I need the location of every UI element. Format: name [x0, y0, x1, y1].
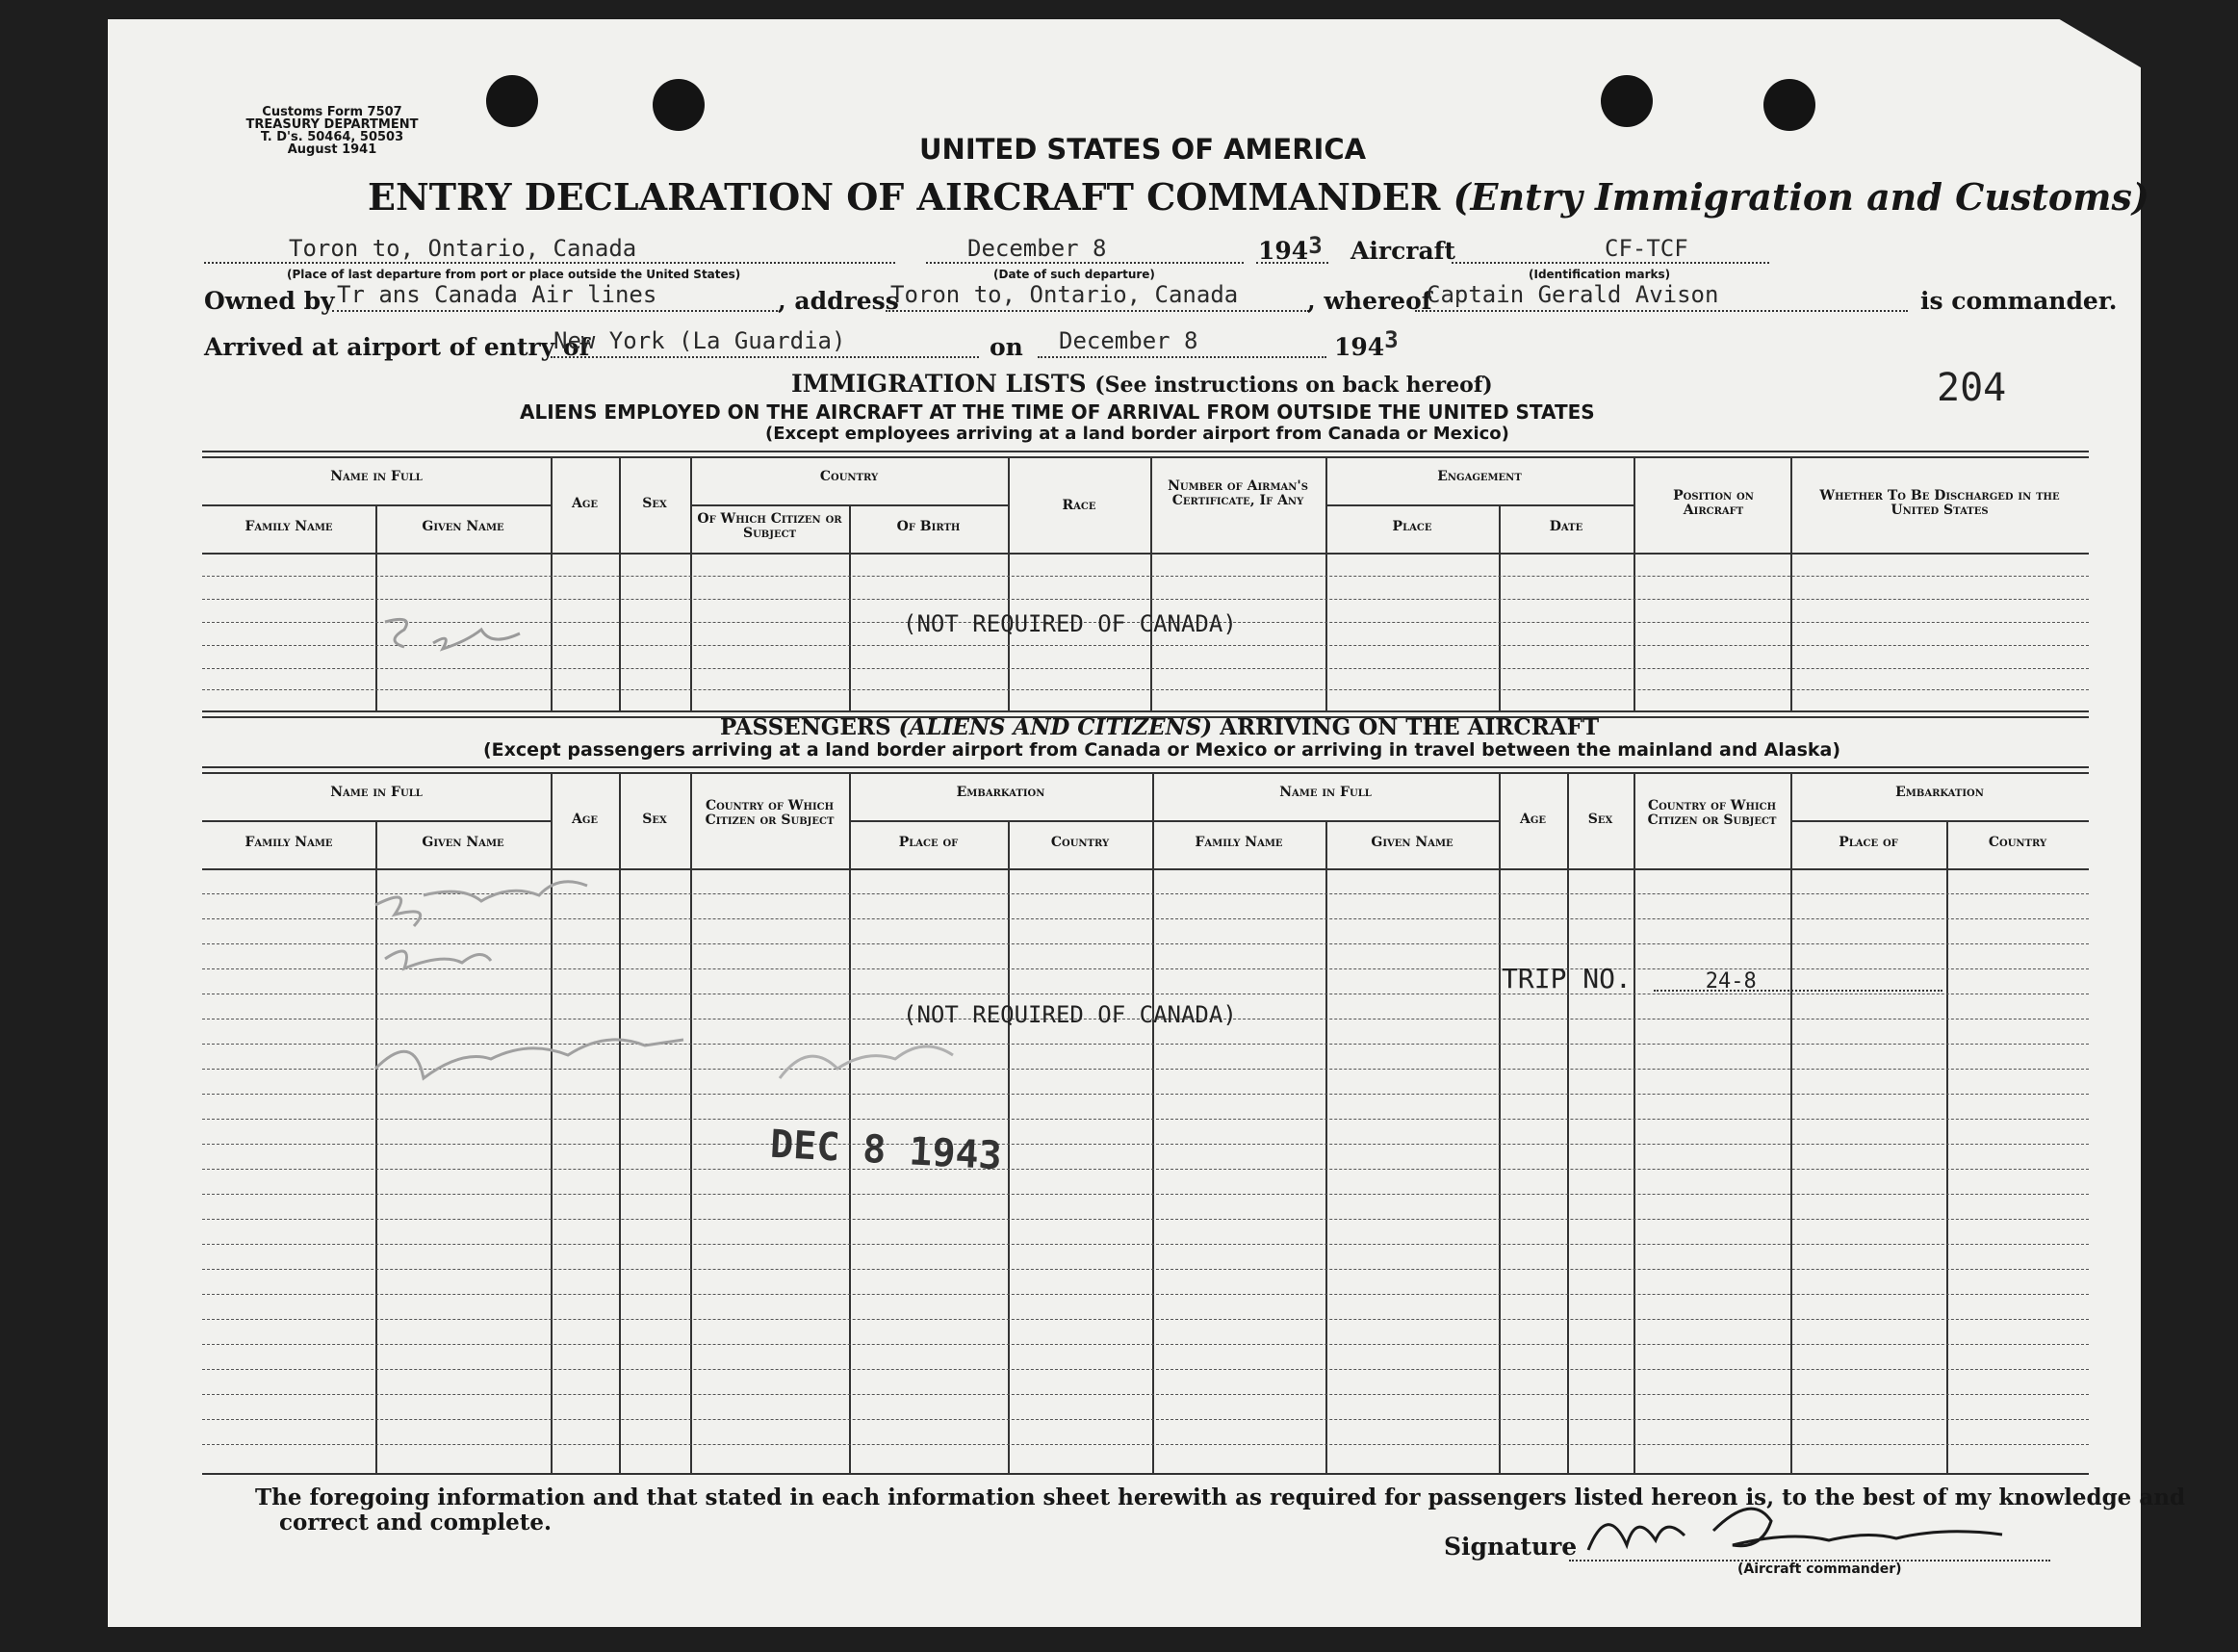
col-citizen: Of Which Citizen or Subject — [697, 511, 842, 541]
not-required-stamp-2: (NOT REQUIRED OF CANADA) — [903, 1001, 1237, 1028]
on-label: on — [990, 333, 1023, 361]
col-country: Country — [819, 469, 879, 484]
pcol-given-name: Given Name — [422, 835, 504, 850]
immigration-title-note: (See instructions on back hereof) — [1094, 373, 1493, 398]
arrival-date-value: December 8 — [1059, 327, 1198, 354]
pcol-citizen-2: Country of Which Citizen or Subject — [1647, 798, 1777, 828]
not-required-stamp: (NOT REQUIRED OF CANADA) — [903, 610, 1237, 637]
col-airman-cert: Number of Airman's Certificate, If Any — [1168, 478, 1308, 508]
commander-value: Captain Gerald Avison — [1427, 281, 1719, 308]
trip-number-value: 24-8 — [1705, 969, 1757, 994]
sheet-number: 204 — [1937, 366, 2007, 410]
departure-place-caption: (Place of last departure from port or place outside the United States) — [287, 268, 741, 281]
immigration-title-text: IMMIGRATION LISTS — [791, 370, 1087, 398]
passengers-title-italic: (ALIENS AND CITIZENS) — [898, 714, 1213, 740]
declaration-line-2: correct and complete. — [279, 1510, 552, 1536]
col-name-in-full: Name in Full — [330, 469, 423, 484]
year-prefix: 194 — [1334, 333, 1385, 361]
pcol-name-in-full-2: Name in Full — [1279, 785, 1372, 800]
pcol-embarkation-2: Embarkation — [1895, 785, 1984, 800]
title-main: ENTRY DECLARATION OF AIRCRAFT COMMANDER — [368, 175, 1441, 219]
passengers-title-post: ARRIVING ON THE AIRCRAFT — [1220, 714, 1600, 740]
signature-label: Signature — [1444, 1533, 1578, 1561]
departure-place-value: Toron to, Ontario, Canada — [289, 235, 637, 262]
handwritten-scribbles — [356, 866, 1030, 1136]
pcol-age-2: Age — [1519, 812, 1547, 827]
passengers-title-pre: PASSENGERS — [720, 714, 891, 740]
col-date: Date — [1549, 519, 1583, 534]
owned-by-label: Owned by — [204, 287, 335, 315]
immigration-subtitle: ALIENS EMPLOYED ON THE AIRCRAFT AT THE TIME OF ARRIVAL FROM OUTSIDE THE UNITED STATES — [520, 400, 1595, 424]
punch-hole — [1601, 75, 1653, 127]
pcol-country: Country — [1050, 835, 1110, 850]
department: TREASURY DEPARTMENT — [245, 117, 419, 132]
departure-year-digit: 3 — [1308, 232, 1323, 259]
arrived-label: Arrived at airport of entry of — [204, 333, 590, 361]
pcol-place-of-2: Place of — [1839, 835, 1898, 850]
pcol-family-name-2: Family Name — [1195, 835, 1283, 850]
aircraft-caption: (Identification marks) — [1529, 268, 1671, 281]
pcol-given-name-2: Given Name — [1371, 835, 1453, 850]
col-engagement: Engagement — [1437, 469, 1522, 484]
arrival-airport-value: New York (La Guardia) — [553, 327, 846, 354]
whereof-label: , whereof — [1307, 287, 1432, 315]
pcol-sex: Sex — [642, 812, 667, 827]
punch-hole — [653, 79, 705, 131]
form-identifier — [193, 106, 472, 156]
col-birth: Of Birth — [896, 519, 961, 534]
col-sex: Sex — [642, 496, 667, 511]
td-numbers: T. D's. 50464, 50503 — [260, 130, 404, 144]
immigration-title — [791, 370, 1493, 398]
year-prefix: 194 — [1258, 237, 1309, 265]
declaration-line-1: The foregoing information and that stated in each information sheet herewith as required for passengers listed hereon is, to the best of my knowledge and — [255, 1484, 2186, 1510]
signature-caption: (Aircraft commander) — [1737, 1562, 1902, 1577]
commander-signature — [1579, 1492, 2021, 1569]
date-stamp: DEC 8 1943 — [768, 1122, 1003, 1179]
departure-date-caption: (Date of such departure) — [993, 268, 1155, 281]
passengers-subnote: (Except passengers arriving at a land border airport from Canada or Mexico or arriving in travel between the mainland and Alaska) — [483, 739, 1841, 761]
immigration-subnote: (Except employees arriving at a land border airport from Canada or Mexico) — [765, 424, 1509, 444]
form-date: August 1941 — [287, 142, 377, 157]
address-value: Toron to, Ontario, Canada — [890, 281, 1239, 308]
departure-year — [1258, 232, 1323, 265]
trip-label: TRIP NO. — [1502, 963, 1632, 994]
col-race: Race — [1062, 498, 1096, 513]
col-given-name: Given Name — [422, 519, 504, 534]
pcol-name-in-full: Name in Full — [330, 785, 423, 800]
col-age: Age — [571, 496, 599, 511]
page-title — [368, 175, 2149, 219]
col-discharged: Whether To Be Discharged in the United States — [1819, 488, 2060, 518]
pcol-place-of: Place of — [898, 835, 959, 850]
pcol-embarkation: Embarkation — [956, 785, 1045, 800]
pcol-family-name: Family Name — [244, 835, 333, 850]
aircraft-marks-value: CF-TCF — [1605, 235, 1688, 262]
aircraft-label: Aircraft — [1351, 237, 1455, 265]
departure-date-value: December 8 — [967, 235, 1107, 262]
punch-hole — [486, 75, 538, 127]
col-position: Position on Aircraft — [1673, 488, 1754, 518]
pcol-sex-2: Sex — [1587, 812, 1613, 827]
form-number: Customs Form 7507 — [262, 105, 402, 119]
pcol-age: Age — [571, 812, 599, 827]
is-commander-label: is commander. — [1920, 287, 2118, 315]
arrival-year-digit: 3 — [1384, 326, 1399, 353]
passengers-title — [720, 714, 1599, 740]
country-heading: UNITED STATES OF AMERICA — [919, 133, 1367, 166]
pcol-citizen: Country of Which Citizen or Subject — [705, 798, 835, 828]
owner-value: Tr ans Canada Air lines — [337, 281, 657, 308]
pcol-country-2: Country — [1988, 835, 2047, 850]
col-family-name: Family Name — [244, 519, 333, 534]
address-label: , address — [778, 287, 899, 315]
title-paren: (Entry Immigration and Customs) — [1453, 175, 2149, 219]
col-place: Place — [1392, 519, 1432, 534]
punch-hole — [1763, 79, 1815, 131]
arrival-year — [1334, 326, 1399, 361]
handwritten-mark — [375, 612, 616, 657]
